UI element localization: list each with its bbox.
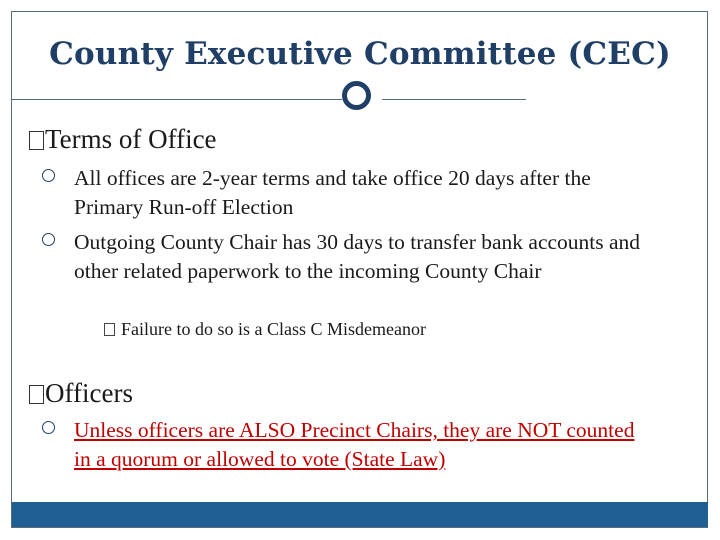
title-divider-right [382, 99, 526, 100]
ring-bullet-icon [42, 233, 55, 246]
title-divider-left [12, 99, 342, 100]
hyperlink-text[interactable]: Unless officers are ALSO Precinct Chairs, they are NOT counted in a quorum or allowed to vote (State Law) [74, 418, 635, 471]
box-bullet-icon [29, 385, 44, 404]
footer-accent-bar [12, 502, 708, 527]
bullet-item[interactable] [42, 416, 652, 473]
bullet-text: All offices are 2-year terms and take office 20 days after the Primary Run-off Election [74, 166, 591, 219]
section-heading-terms: Terms of Office [29, 124, 217, 155]
bullet-text: Outgoing County Chair has 30 days to transfer bank accounts and other related paperwork to the incoming County Chair [74, 230, 641, 283]
box-bullet-icon [29, 131, 44, 150]
bullet-item [42, 228, 652, 285]
section-heading-officers: Officers [29, 378, 133, 409]
ring-bullet-icon [42, 421, 55, 434]
ring-bullet-icon [42, 169, 55, 182]
circle-ornament-icon [342, 81, 371, 110]
slide-title: County Executive Committee (CEC) [49, 36, 671, 72]
sub-bullet-item: Failure to do so is a Class C Misdemeanor [104, 319, 426, 340]
bullet-item [42, 164, 652, 221]
box-bullet-icon [104, 323, 115, 336]
